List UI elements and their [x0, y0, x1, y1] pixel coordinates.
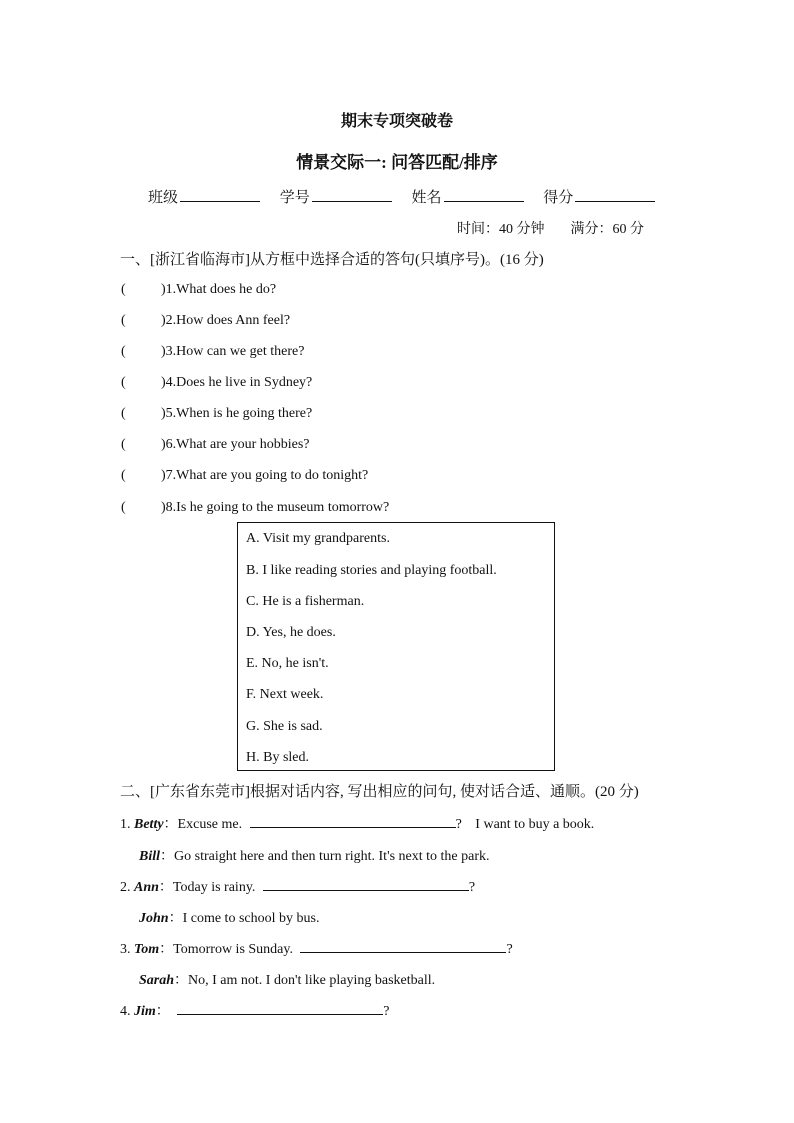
section1-heading: 一、[浙江省临海市]从方框中选择合适的答句(只填序号)。(16 分)	[120, 252, 544, 268]
dialogue-line: 1. Betty：Excuse me. ? I want to buy a book.	[120, 813, 594, 833]
speaker-name: Sarah	[139, 973, 175, 988]
dialogue-line: Bill：Go straight here and then turn right. It's next to the park.	[139, 849, 490, 864]
answer-slot[interactable]: (	[121, 375, 126, 390]
question-item: ( )8.Is he going to the museum tomorrow?	[121, 500, 390, 515]
answer-slot[interactable]: (	[121, 344, 126, 359]
answer-blank[interactable]	[250, 814, 456, 828]
question-item: ( )1.What does he do?	[121, 282, 277, 297]
dialogue-line: 2. Ann：Today is rainy. ?	[120, 876, 475, 896]
score-field: 得分	[543, 186, 655, 207]
answer-slot[interactable]: (	[121, 406, 126, 421]
answer-blank[interactable]	[177, 1001, 383, 1015]
option-item: H. By sled.	[246, 750, 309, 765]
dialogue-line: Sarah：No, I am not. I don't like playing basketball.	[139, 973, 436, 988]
question-item: ( )3.How can we get there?	[121, 344, 305, 359]
speaker-name: Jim	[134, 1004, 156, 1019]
option-item: E. No, he isn't.	[246, 656, 329, 671]
answer-slot[interactable]: (	[121, 282, 126, 297]
speaker-name: Ann	[134, 880, 159, 895]
option-item: F. Next week.	[246, 687, 324, 702]
question-item: ( )2.How does Ann feel?	[121, 313, 291, 328]
question-item: ( )7.What are you going to do tonight?	[121, 468, 369, 483]
option-item: G. She is sad.	[246, 719, 323, 734]
name-blank[interactable]	[444, 187, 524, 202]
exam-subtitle: 情景交际一: 问答匹配/排序	[296, 153, 498, 172]
answer-slot[interactable]: (	[121, 500, 126, 515]
dialogue-line: 4. Jim： ?	[120, 1000, 390, 1020]
option-item: B. I like reading stories and playing football.	[246, 563, 497, 578]
exam-title: 期末专项突破卷	[340, 113, 453, 130]
class-blank[interactable]	[180, 187, 260, 202]
name-field: 姓名	[412, 186, 524, 207]
dialogue-line: 3. Tom：Tomorrow is Sunday. ?	[120, 938, 513, 958]
class-field: 班级	[148, 186, 260, 207]
score-blank[interactable]	[575, 187, 655, 202]
student-number-field: 学号	[280, 186, 392, 207]
answer-slot[interactable]: (	[121, 313, 126, 328]
answer-blank[interactable]	[300, 939, 506, 953]
speaker-name: Tom	[134, 942, 160, 957]
student-number-blank[interactable]	[312, 187, 392, 202]
question-item: ( )4.Does he live in Sydney?	[121, 375, 313, 390]
speaker-name: John	[139, 911, 169, 926]
question-item: ( )6.What are your hobbies?	[121, 437, 310, 452]
answer-slot[interactable]: (	[121, 437, 126, 452]
question-item: ( )5.When is he going there?	[121, 406, 313, 421]
answer-blank[interactable]	[263, 877, 469, 891]
option-item: C. He is a fisherman.	[246, 594, 365, 609]
answer-options-box	[237, 522, 555, 771]
option-item: A. Visit my grandparents.	[246, 531, 390, 546]
exam-meta	[457, 218, 644, 238]
section2-heading: 二、[广东省东莞市]根据对话内容, 写出相应的问句, 使对话合适、通顺。(20 分)	[120, 784, 639, 800]
answer-slot[interactable]: (	[121, 468, 126, 483]
full-score: 满分：60 分	[570, 222, 644, 237]
student-info-row	[148, 186, 671, 207]
option-item: D. Yes, he does.	[246, 625, 336, 640]
time-limit: 时间：40 分钟	[457, 222, 545, 237]
speaker-name: Betty	[134, 817, 164, 832]
dialogue-line: John：I come to school by bus.	[139, 911, 320, 926]
speaker-name: Bill	[139, 849, 161, 864]
